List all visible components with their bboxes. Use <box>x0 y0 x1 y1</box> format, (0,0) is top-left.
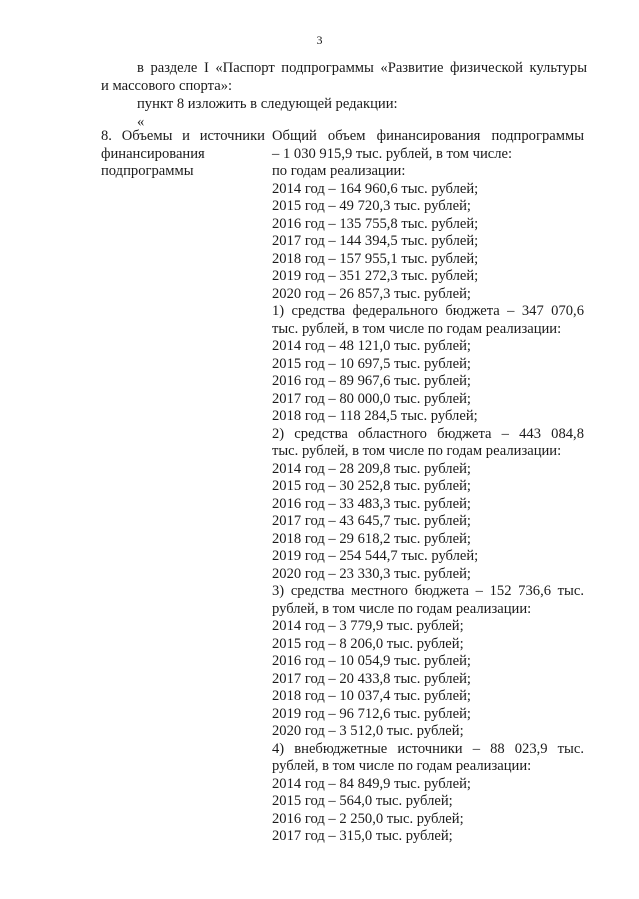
section-label-line: 8. Объемы и источники <box>101 128 265 144</box>
content-line: 2019 год – 96 712,6 тыс. рублей; <box>272 705 471 722</box>
intro-line: и массового спорта»: <box>101 78 233 94</box>
content-line: Общий объем финансирования подпрограммы <box>272 128 584 144</box>
content-line: 2017 год – 20 433,8 тыс. рублей; <box>272 670 471 687</box>
section-label-line: финансирования <box>101 145 205 162</box>
content-line: 2016 год – 89 967,6 тыс. рублей; <box>272 373 471 389</box>
content-line: 2014 год – 84 849,9 тыс. рублей; <box>272 775 471 792</box>
content-line: 2014 год – 164 960,6 тыс. рублей; <box>272 180 479 197</box>
content-line: рублей, в том числе по годам реализации: <box>272 600 532 617</box>
content-line: 2016 год – 10 054,9 тыс. рублей; <box>272 653 471 669</box>
section-label-line: подпрограммы <box>101 163 194 179</box>
content-line: 2017 год – 43 645,7 тыс. рублей; <box>272 513 471 529</box>
content-line: 2017 год – 80 000,0 тыс. рублей; <box>272 390 471 407</box>
content-line: – 1 030 915,9 тыс. рублей, в том числе: <box>272 145 513 162</box>
content-line: 2014 год – 28 209,8 тыс. рублей; <box>272 460 471 477</box>
content-line: 2014 год – 3 779,9 тыс. рублей; <box>272 618 464 634</box>
content-line: 2017 год – 315,0 тыс. рублей; <box>272 828 453 844</box>
content-line: 2020 год – 26 857,3 тыс. рублей; <box>272 285 471 302</box>
content-line: 2014 год – 48 121,0 тыс. рублей; <box>272 338 471 354</box>
content-line: 2015 год – 30 252,8 тыс. рублей; <box>272 478 471 494</box>
content-line: 2019 год – 351 272,3 тыс. рублей; <box>272 268 479 284</box>
content-line: 4) внебюджетные источники – 88 023,9 тыс. <box>272 740 584 757</box>
content-line: 2015 год – 8 206,0 тыс. рублей; <box>272 635 464 652</box>
content-line: 2020 год – 3 512,0 тыс. рублей; <box>272 723 464 739</box>
content-line: 1) средства федерального бюджета – 347 070,6 <box>272 303 584 319</box>
page-number: 3 <box>316 33 323 47</box>
intro-line: пункт 8 изложить в следующей редакции: <box>137 96 398 112</box>
intro-line: в разделе I «Паспорт подпрограммы «Развитие физической культуры <box>137 60 587 76</box>
content-line: 3) средства местного бюджета – 152 736,6 тыс. <box>272 583 584 599</box>
content-line: 2015 год – 10 697,5 тыс. рублей; <box>272 355 471 372</box>
section-label <box>101 128 265 181</box>
content-line: 2020 год – 23 330,3 тыс. рублей; <box>272 565 471 582</box>
content-line: 2018 год – 157 955,1 тыс. рублей; <box>272 250 479 267</box>
content-line: 2019 год – 254 544,7 тыс. рублей; <box>272 548 479 564</box>
content-line: 2017 год – 144 394,5 тыс. рублей; <box>272 233 479 249</box>
content-line: тыс. рублей, в том числе по годам реализации: <box>272 443 562 459</box>
intro-paragraph <box>101 59 587 131</box>
content-line: рублей, в том числе по годам реализации: <box>272 758 532 774</box>
content-line: тыс. рублей, в том числе по годам реализации: <box>272 320 562 337</box>
content-line: 2016 год – 2 250,0 тыс. рублей; <box>272 810 464 827</box>
content-line: 2018 год – 10 037,4 тыс. рублей; <box>272 688 471 704</box>
content-line: 2) средства областного бюджета – 443 084,8 <box>272 425 584 442</box>
content-line: 2015 год – 49 720,3 тыс. рублей; <box>272 198 471 214</box>
content-line: 2018 год – 118 284,5 тыс. рублей; <box>272 408 478 424</box>
section-content <box>272 128 584 846</box>
content-line: 2016 год – 135 755,8 тыс. рублей; <box>272 215 479 232</box>
content-line: по годам реализации: <box>272 163 406 179</box>
opening-quote: « <box>137 114 145 130</box>
content-line: 2015 год – 564,0 тыс. рублей; <box>272 793 453 809</box>
content-line: 2018 год – 29 618,2 тыс. рублей; <box>272 530 471 547</box>
content-line: 2016 год – 33 483,3 тыс. рублей; <box>272 495 471 512</box>
